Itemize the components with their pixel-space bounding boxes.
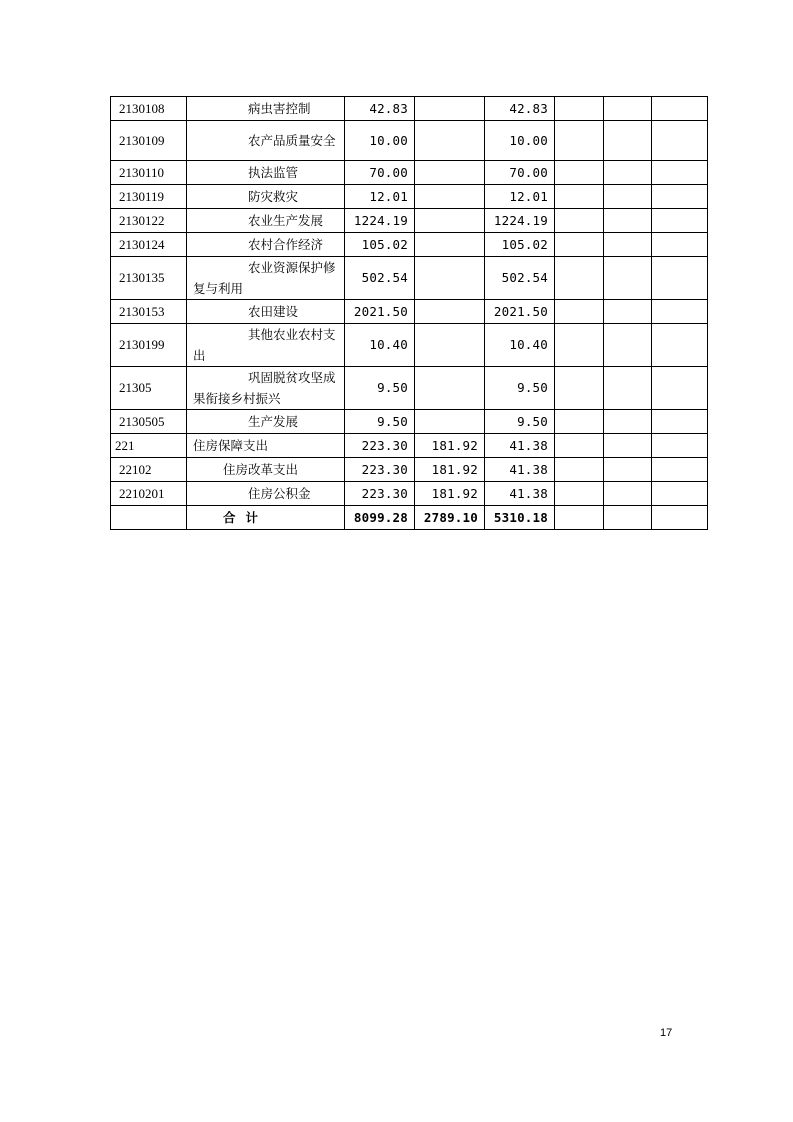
total-cell: 502.54 — [345, 257, 415, 300]
extra-cell — [604, 458, 652, 482]
name-cell — [187, 161, 345, 185]
table-row — [111, 434, 708, 458]
extra-cell — [604, 257, 652, 300]
code-cell: 2130122 — [111, 209, 187, 233]
extra-cell — [652, 458, 708, 482]
extra-cell — [604, 209, 652, 233]
extra-cell — [604, 185, 652, 209]
table-row — [111, 410, 708, 434]
project-cell: 41.38 — [485, 458, 555, 482]
total-cell: 223.30 — [345, 458, 415, 482]
code-cell: 2130119 — [111, 185, 187, 209]
name-text: 农业生产发展 — [248, 213, 324, 228]
extra-cell — [652, 367, 708, 410]
total-cell: 1224.19 — [345, 209, 415, 233]
extra-cell — [555, 367, 604, 410]
code-cell: 2130135 — [111, 257, 187, 300]
project-cell: 41.38 — [485, 482, 555, 506]
name-cell — [187, 185, 345, 209]
extra-cell — [555, 121, 604, 161]
name-text: 防灾救灾 — [248, 189, 299, 204]
project-cell: 42.83 — [485, 97, 555, 121]
total-cell: 10.00 — [345, 121, 415, 161]
extra-cell — [555, 434, 604, 458]
name-text: 农业资源保护修复与利用 — [193, 260, 336, 296]
basic-cell — [415, 161, 485, 185]
code-cell: 2130110 — [111, 161, 187, 185]
name-text: 农产品质量安全 — [248, 133, 336, 148]
total-cell: 12.01 — [345, 185, 415, 209]
extra-cell — [604, 410, 652, 434]
table-row — [111, 300, 708, 324]
code-cell: 221 — [111, 434, 187, 458]
code-cell: 2130153 — [111, 300, 187, 324]
code-cell: 2210201 — [111, 482, 187, 506]
name-cell — [187, 209, 345, 233]
basic-cell — [415, 410, 485, 434]
project-cell: 1224.19 — [485, 209, 555, 233]
total-cell: 10.40 — [345, 324, 415, 367]
name-cell — [187, 410, 345, 434]
code-cell: 21305 — [111, 367, 187, 410]
table-row — [111, 367, 708, 410]
extra-cell — [604, 161, 652, 185]
extra-cell — [652, 257, 708, 300]
extra-cell — [555, 300, 604, 324]
name-text: 巩固脱贫攻坚成果衔接乡村振兴 — [193, 370, 336, 406]
extra-cell — [555, 185, 604, 209]
project-cell: 70.00 — [485, 161, 555, 185]
table-body — [111, 97, 708, 530]
extra-cell — [555, 161, 604, 185]
extra-cell — [652, 233, 708, 257]
name-text: 住房公积金 — [248, 486, 311, 501]
extra-cell — [604, 434, 652, 458]
table-row — [111, 324, 708, 367]
extra-cell — [604, 233, 652, 257]
extra-cell — [555, 482, 604, 506]
project-cell: 10.00 — [485, 121, 555, 161]
extra-cell — [652, 185, 708, 209]
extra-cell — [555, 410, 604, 434]
basic-cell — [415, 324, 485, 367]
total-code-cell — [111, 506, 187, 530]
project-cell: 105.02 — [485, 233, 555, 257]
project-cell: 9.50 — [485, 410, 555, 434]
extra-cell — [652, 482, 708, 506]
total-cell: 105.02 — [345, 233, 415, 257]
project-cell: 2021.50 — [485, 300, 555, 324]
extra-cell — [652, 506, 708, 530]
code-cell: 2130109 — [111, 121, 187, 161]
extra-cell — [555, 233, 604, 257]
name-text: 生产发展 — [248, 414, 299, 429]
table-row — [111, 482, 708, 506]
project-cell: 41.38 — [485, 434, 555, 458]
extra-cell — [604, 367, 652, 410]
basic-cell — [415, 185, 485, 209]
extra-cell — [555, 324, 604, 367]
table-row — [111, 458, 708, 482]
code-cell: 2130124 — [111, 233, 187, 257]
name-text: 住房保障支出 — [193, 438, 269, 453]
extra-cell — [555, 257, 604, 300]
extra-cell — [652, 121, 708, 161]
basic-cell — [415, 300, 485, 324]
extra-cell — [604, 324, 652, 367]
project-cell: 10.40 — [485, 324, 555, 367]
table-row — [111, 97, 708, 121]
table-row — [111, 257, 708, 300]
name-cell — [187, 257, 345, 300]
extra-cell — [555, 506, 604, 530]
name-cell — [187, 121, 345, 161]
basic-cell — [415, 367, 485, 410]
basic-cell — [415, 121, 485, 161]
name-text: 病虫害控制 — [248, 101, 311, 116]
name-cell — [187, 482, 345, 506]
project-cell: 12.01 — [485, 185, 555, 209]
name-cell — [187, 367, 345, 410]
basic-cell — [415, 97, 485, 121]
extra-cell — [652, 434, 708, 458]
extra-cell — [652, 97, 708, 121]
total-cell: 223.30 — [345, 434, 415, 458]
name-cell — [187, 434, 345, 458]
extra-cell — [604, 121, 652, 161]
extra-cell — [555, 458, 604, 482]
name-cell — [187, 458, 345, 482]
total-cell: 42.83 — [345, 97, 415, 121]
name-cell — [187, 233, 345, 257]
total-row — [111, 506, 708, 530]
basic-cell: 181.92 — [415, 434, 485, 458]
extra-cell — [604, 300, 652, 324]
name-cell — [187, 97, 345, 121]
name-text: 农村合作经济 — [248, 237, 324, 252]
total-cell: 9.50 — [345, 367, 415, 410]
total-cell: 9.50 — [345, 410, 415, 434]
extra-cell — [652, 300, 708, 324]
extra-cell — [555, 209, 604, 233]
total-cell: 70.00 — [345, 161, 415, 185]
budget-table — [110, 96, 708, 530]
basic-total-cell: 2789.10 — [415, 506, 485, 530]
code-cell: 2130199 — [111, 324, 187, 367]
extra-cell — [652, 410, 708, 434]
extra-cell — [652, 209, 708, 233]
code-cell: 22102 — [111, 458, 187, 482]
extra-cell — [652, 161, 708, 185]
extra-cell — [555, 97, 604, 121]
code-cell: 2130505 — [111, 410, 187, 434]
name-text: 农田建设 — [248, 304, 299, 319]
basic-cell — [415, 257, 485, 300]
table-row — [111, 209, 708, 233]
name-text: 其他农业农村支出 — [193, 327, 336, 363]
name-cell — [187, 300, 345, 324]
extra-cell — [604, 506, 652, 530]
total-label: 合计 — [187, 506, 345, 530]
table-row — [111, 185, 708, 209]
basic-cell: 181.92 — [415, 482, 485, 506]
extra-cell — [604, 97, 652, 121]
table-row — [111, 121, 708, 161]
basic-cell — [415, 233, 485, 257]
project-total-cell: 5310.18 — [485, 506, 555, 530]
grand-total-cell: 8099.28 — [345, 506, 415, 530]
extra-cell — [604, 482, 652, 506]
project-cell: 502.54 — [485, 257, 555, 300]
basic-cell — [415, 209, 485, 233]
total-cell: 223.30 — [345, 482, 415, 506]
name-text: 住房改革支出 — [223, 462, 299, 477]
total-cell: 2021.50 — [345, 300, 415, 324]
extra-cell — [652, 324, 708, 367]
page-number: 17 — [660, 1027, 673, 1039]
name-cell — [187, 324, 345, 367]
table-row — [111, 233, 708, 257]
project-cell: 9.50 — [485, 367, 555, 410]
name-text: 执法监管 — [248, 165, 299, 180]
code-cell: 2130108 — [111, 97, 187, 121]
table-row — [111, 161, 708, 185]
basic-cell: 181.92 — [415, 458, 485, 482]
